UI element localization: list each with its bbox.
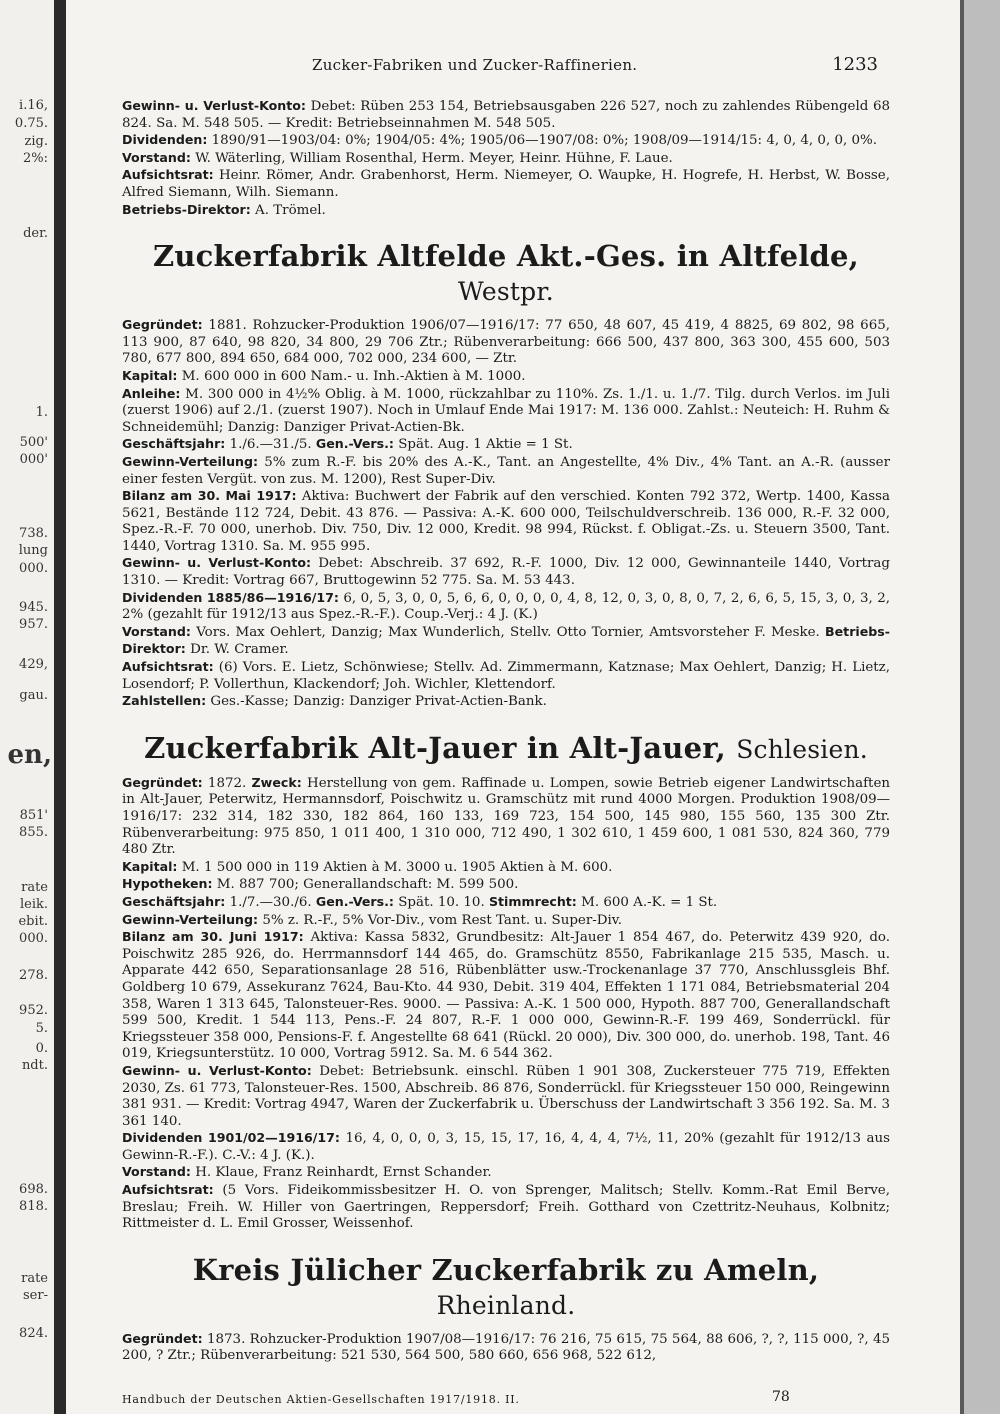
margin-fragment: 5. [35, 1021, 48, 1036]
field-label: Aufsichtsrat: [122, 659, 214, 675]
running-head [66, 56, 960, 80]
field-label: Stimmrecht: [488, 893, 577, 909]
entry-paragraph [122, 386, 890, 437]
margin-fragment: 000. [19, 931, 48, 946]
field-label: Zahlstellen: [122, 693, 207, 709]
field-label: Dividenden 1885/86—1916/17: [122, 589, 339, 605]
margin-fragment: i.16, [19, 98, 48, 113]
previous-company-tail [122, 98, 890, 219]
entry-paragraph [122, 368, 890, 386]
margin-fragment: 1. [35, 405, 48, 420]
field-text: M. 887 700; Generallandschaft: M. 599 500. [212, 877, 519, 893]
field-text: W. Wäterling, William Rosenthal, Herm. Meyer, Heinr. Hühne, F. Laue. [190, 150, 673, 166]
margin-fragment: 952. [19, 1003, 48, 1018]
company-name: Zuckerfabrik Altfelde Akt.-Ges. in Altfelde, [153, 239, 859, 274]
field-label: Vorstand: [122, 149, 191, 165]
field-label: Aufsichtsrat: [122, 167, 214, 183]
field-text: Dr. W. Cramer. [185, 642, 289, 658]
field-label: Kapital: [122, 367, 178, 383]
margin-fragment: lung [18, 543, 48, 558]
field-label: Vorstand: [122, 1164, 191, 1180]
entry-paragraph [122, 150, 890, 168]
field-text: Debet: Abschreib. 37 692, R.-F. 1000, Div. 12 000, Gewinnanteile 1440, Vortrag 1310. — Kredit: Vortrag 667, Bruttogewinn 52 775. Sa. M. 53 443. [122, 556, 890, 589]
company-entry-ameln [122, 1331, 890, 1365]
margin-fragment: ebit. [18, 914, 48, 929]
field-label: Gegründet: [122, 1330, 203, 1346]
field-text: 6, 0, 5, 3, 0, 0, 5, 6, 6, 0, 0, 0, 0, 4, 8, 12, 0, 3, 0, 8, 0, 7, 2, 6, 6, 5, 15, 3, 0, 3, 2, 2% (gezahlt für 1912/13 aus Spez.-R.-F.). Coup.-Verj.: 4 J. (K.) [122, 590, 890, 623]
field-text: 5% z. R.-F., 5% Vor-Div., vom Rest Tant. u. Super-Div. [258, 912, 623, 928]
entry-paragraph [122, 1130, 890, 1164]
field-text: 1./6.—31./5. [225, 437, 316, 453]
field-text: (6) Vors. E. Lietz, Schönwiese; Stellv. Ad. Zimmermann, Katznase; Max Oehlert, Danzig; H. Lietz, Losendorf; P. Vollerthun, Klackendorf; Joh. Wichler, Klettendorf. [122, 660, 890, 692]
company-name: Zuckerfabrik Alt-Jauer in Alt-Jauer, [144, 730, 726, 765]
entry-paragraph [122, 876, 890, 894]
margin-fragment: 855. [19, 825, 48, 840]
field-label: Bilanz am 30. Juni 1917: [122, 929, 304, 945]
field-label: Geschäftsjahr: [122, 436, 226, 452]
margin-fragment: rate [21, 880, 48, 895]
field-text: M. 600 A.-K. = 1 St. [576, 894, 718, 910]
page-number: 1233 [832, 54, 878, 75]
margin-fragment: ser- [23, 1288, 48, 1303]
signature-number: 78 [772, 1389, 790, 1405]
field-label: Gewinn- u. Verlust-Konto: [122, 1062, 312, 1078]
entry-paragraph [122, 859, 890, 877]
previous-page-edge [0, 0, 54, 1414]
field-label: Gen.-Vers.: [315, 893, 394, 909]
margin-fragment: 824. [19, 1326, 48, 1341]
field-label: Vorstand: [122, 623, 191, 639]
entry-paragraph [122, 1164, 890, 1182]
margin-fragment: 2%: [22, 151, 48, 166]
field-text: Vors. Max Oehlert, Danzig; Max Wunderlich, Stellv. Otto Tornier, Amtsvorsteher F. Meske. [190, 624, 826, 640]
margin-fragment: 500' [19, 435, 48, 450]
margin-fragment: 000' [19, 452, 48, 467]
field-text: Spät. 10. 10. [393, 894, 489, 910]
field-label: Betriebs-Direktor: [122, 201, 251, 217]
company-location: Westpr. [458, 277, 554, 307]
entry-paragraph [122, 1182, 890, 1233]
field-label: Aufsichtsrat: [122, 1182, 214, 1198]
entry-paragraph [122, 775, 890, 859]
company-heading-altfelde [122, 239, 890, 309]
field-label: Gewinn-Verteilung: [122, 911, 259, 927]
company-location: Schlesien. [736, 734, 868, 764]
entry-paragraph [122, 1063, 890, 1130]
field-text: 1872. [202, 775, 252, 791]
entry-paragraph [122, 693, 890, 711]
margin-fragment: 429, [19, 657, 48, 672]
margin-fragment: 957. [19, 617, 48, 632]
entry-paragraph [122, 555, 890, 589]
field-label: Gewinn- u. Verlust-Konto: [122, 98, 306, 113]
margin-fragment: 851' [19, 808, 48, 823]
field-text: M. 300 000 in 4½% Oblig. à M. 1000, rückzahlbar zu 110%. Zs. 1./1. u. 1./7. Tilg. durch Verlos. im Juli (zuerst 1906) auf 2./1. (zuerst 1907). Noch in Umlauf Ende Mai 1917: M. 136 000. Zahlst.: Neuteich: H. Ruhm & Schneidemühl; Danzig: Danziger Privat-Actien-Bk. [122, 386, 890, 435]
entry-paragraph [122, 894, 890, 912]
margin-fragment: 0. [35, 1041, 48, 1056]
scanner-edge [960, 0, 1000, 1414]
entry-paragraph [122, 1331, 890, 1365]
document-page [66, 0, 960, 1414]
field-text: (5 Vors. Fideikommissbesitzer H. O. von Sprenger, Malitsch; Stellv. Komm.-Rat Emil Berve, Breslau; Freih. W. Hiller von Gaertringen, Reppersdorf; Freih. Gotthard von Czettritz-Neuhaus, Kolbnitz; Rittmeister d. L. Emil Grosser, Weissenhof. [122, 1183, 890, 1232]
field-label: Kapital: [122, 858, 178, 874]
margin-fragment: der. [23, 226, 48, 241]
entry-paragraph [122, 929, 890, 1063]
field-text: Herstellung von gem. Raffinade u. Lompen, sowie Betrieb eigener Landwirtschaften in Alt-Jauer, Peterwitz, Hermannsdorf, Poischwitz u. Gramschütz mit rund 4000 Morgen. Produktion 1908/09—1916/17: 232 314, 182 330, 182 864, 160 133, 169 723, 154 500, 145 980, 155 560, 135 300 Ztr. Rübenverarbeitung: 975 850, 1 011 400, 1 310 000, 712 490, 1 302 610, 1 459 600, 1 081 530, 824 360, 779 480 Ztr. [122, 775, 890, 858]
running-title: Zucker-Fabriken und Zucker-Raffinerien. [312, 56, 638, 74]
field-text: 1./7.—30./6. [225, 894, 316, 910]
field-label: Gewinn-Verteilung: [122, 453, 259, 469]
entry-paragraph [122, 488, 890, 555]
field-label: Dividenden: [122, 132, 208, 148]
entry-paragraph [122, 132, 890, 150]
margin-fragment: 0.75. [14, 116, 48, 131]
margin-fragment: rate [21, 1271, 48, 1286]
field-text: H. Klaue, Franz Reinhardt, Ernst Schander. [190, 1165, 492, 1181]
field-text: 16, 4, 0, 0, 0, 3, 15, 15, 17, 16, 4, 4, 4, 7½, 11, 20% (gezahlt für 1912/13 aus Gewinn-R.-F.). C.-V.: 4 J. (K.). [122, 1131, 891, 1163]
entry-paragraph [122, 912, 890, 930]
field-label: Hypotheken: [122, 876, 213, 892]
margin-fragment: ndt. [21, 1058, 48, 1073]
field-text: 1881. Rohzucker-Produktion 1906/07—1916/17: 77 650, 48 607, 45 419, 4 8825, 69 802, 98 665, 113 900, 87 640, 98 820, 34 800, 29 706 Ztr.; Rübenverarbeitung: 666 500, 437 800, 363 300, 455 600, 503 780, 677 800, 894 650, 684 000, 702 000, 234 600, — Ztr. [122, 318, 890, 367]
field-label: Anleihe: [122, 385, 181, 401]
field-text: 1890/91—1903/04: 0%; 1904/05: 4%; 1905/06—1907/08: 0%; 1908/09—1914/15: 4, 0, 4, 0, 0, 0%. [207, 133, 877, 149]
margin-fragment: 738. [19, 526, 48, 541]
field-text: A. Trömel. [250, 202, 326, 218]
company-entry-altfelde [122, 317, 890, 711]
entry-paragraph [122, 659, 890, 693]
company-entry-alt-jauer [122, 775, 890, 1233]
field-text: 1873. Rohzucker-Produktion 1907/08—1916/17: 76 216, 75 615, 75 564, 88 606, ?, ?, 115 000, ?, 45 200, ? Ztr.; Rübenverarbeitung: 521 530, 564 500, 580 660, 656 968, 522 612, [122, 1331, 890, 1364]
company-heading-alt-jauer [122, 731, 890, 767]
field-text: Ges.-Kasse; Danzig: Danziger Privat-Actien-Bank. [206, 694, 547, 710]
field-text: Spät. Aug. 1 Aktie = 1 St. [393, 437, 573, 453]
field-text: M. 600 000 in 600 Nam.- u. Inh.-Aktien à M. 1000. [177, 368, 526, 384]
field-label: Gewinn- u. Verlust-Konto: [122, 555, 312, 571]
field-label: Geschäftsjahr: [122, 893, 226, 909]
margin-fragment: zig. [24, 134, 48, 149]
margin-fragment: leik. [19, 897, 48, 912]
margin-fragment: gau. [19, 688, 48, 703]
field-text: Debet: Betriebsunk. einschl. Rüben 1 901 308, Zuckersteuer 775 719, Effekten 2030, Zs. 61 773, Talonsteuer-Res. 1500, Abschreib. 86 876, Sonderrückl. für Kriegssteuer 150 000, Reingewinn 381 931. — Kredit: Vortrag 4947, Waren der Zuckerfabrik u. Überschuss der Landwirtschaft 3 356 192. Sa. M. 3 361 140. [122, 1063, 890, 1129]
field-label: Zweck: [251, 774, 302, 790]
field-label: Bilanz am 30. Mai 1917: [122, 488, 297, 504]
margin-fragment: 698. [19, 1182, 48, 1197]
field-label: Gegründet: [122, 774, 203, 790]
field-label: Betriebs-Direktor: [122, 623, 890, 657]
field-text: Aktiva: Kassa 5832, Grundbesitz: Alt-Jauer 1 854 467, do. Peterwitz 439 920, do. Poischwitz 285 926, do. Herrmannsdorf 144 465, do. Gramschütz 8550, Fabrikanlage 215 535, Masch. u. Apparate 442 650, Separationsanlage 28 516, Rübenblätter usw.-Trockenanlage 37 770, Anschlussgleis Bhf. Goldberg 10 679, Assekuranz 7624, Bau-Kto. 44 930, Debit. 319 404, Effekten 1 171 084, Betriebsmaterial 204 358, Waren 1 313 645, Talonsteuer-Res. 9000. — Passiva: A.-K. 1 500 000, Hypoth. 887 700, Generallandschaft 599 500, Kredit. 1 544 113, Pens.-F. 24 807, R.-F. 1 000 000, Gewinn-R.-F. 199 469, Sonderrückl. für Kriegssteuer 358 000, Pensions-F. f. Angestellte 68 641 (Rückl. 20 000), Div. 300 000, do. unerhob. 198, Tant. 46 019, Kriegsunterstütz. 10 000, Vortrag 5912. Sa. M. 6 544 362. [122, 930, 890, 1062]
field-text: M. 1 500 000 in 119 Aktien à M. 3000 u. 1905 Aktien à M. 600. [177, 859, 613, 875]
entry-paragraph [122, 624, 890, 659]
entry-paragraph [122, 98, 890, 132]
company-name: Kreis Jülicher Zuckerfabrik zu Ameln, [192, 1252, 820, 1287]
binding-gutter [54, 0, 66, 1414]
entry-paragraph [122, 590, 890, 624]
field-text: Debet: Rüben 253 154, Betriebsausgaben 226 527, noch zu zahlendes Rübengeld 68 824. Sa. M. 548 505. — Kredit: Betriebseinnahmen M. 548 505. [122, 99, 890, 131]
field-label: Dividenden 1901/02—1916/17: [122, 1130, 340, 1146]
entry-paragraph [122, 202, 890, 220]
field-text: 5% zum R.-F. bis 20% des A.-K., Tant. an Angestellte, 4% Div., 4% Tant. an A.-R. (ausser einer festen Vergüt. von zus. M. 1200), Rest Super-Div. [122, 454, 890, 487]
company-location: Rheinland. [436, 1290, 576, 1320]
field-label: Gegründet: [122, 317, 203, 333]
entry-paragraph [122, 436, 890, 454]
margin-fragment: 945. [19, 600, 48, 615]
margin-fragment: 818. [19, 1199, 48, 1214]
page-footer: Handbuch der Deutschen Aktien-Gesellschaften 1917/1918. II. [122, 1393, 520, 1406]
company-heading-ameln [122, 1253, 890, 1323]
entry-paragraph [122, 317, 890, 368]
margin-fragment: en, [7, 740, 52, 770]
field-label: Gen.-Vers.: [315, 436, 394, 452]
margin-fragment: 278. [19, 968, 48, 983]
margin-fragment: 000. [19, 561, 48, 576]
field-text: Aktiva: Buchwert der Fabrik auf den verschied. Konten 792 372, Wertp. 1400, Kassa 5621, Bestände 112 724, Debit. 43 876. — Passiva: A.-K. 600 000, Teilschuldverschreib. 136 000, R.-F. 32 000, Spez.-R.-F. 70 000, unerhob. Div. 750, Div. 12 000, Kredit. 98 994, Rückst. f. Obligat.-Zs. u. Steuern 3500, Tant. 1440, Vortrag 1310. Sa. M. 955 995. [122, 489, 890, 554]
entry-paragraph [122, 454, 890, 488]
page-content [122, 98, 890, 1365]
field-text: Heinr. Römer, Andr. Grabenhorst, Herm. Niemeyer, O. Waupke, H. Hogrefe, H. Herbst, W. Bosse, Alfred Siemann, Wilh. Siemann. [122, 168, 890, 200]
entry-paragraph [122, 167, 890, 201]
